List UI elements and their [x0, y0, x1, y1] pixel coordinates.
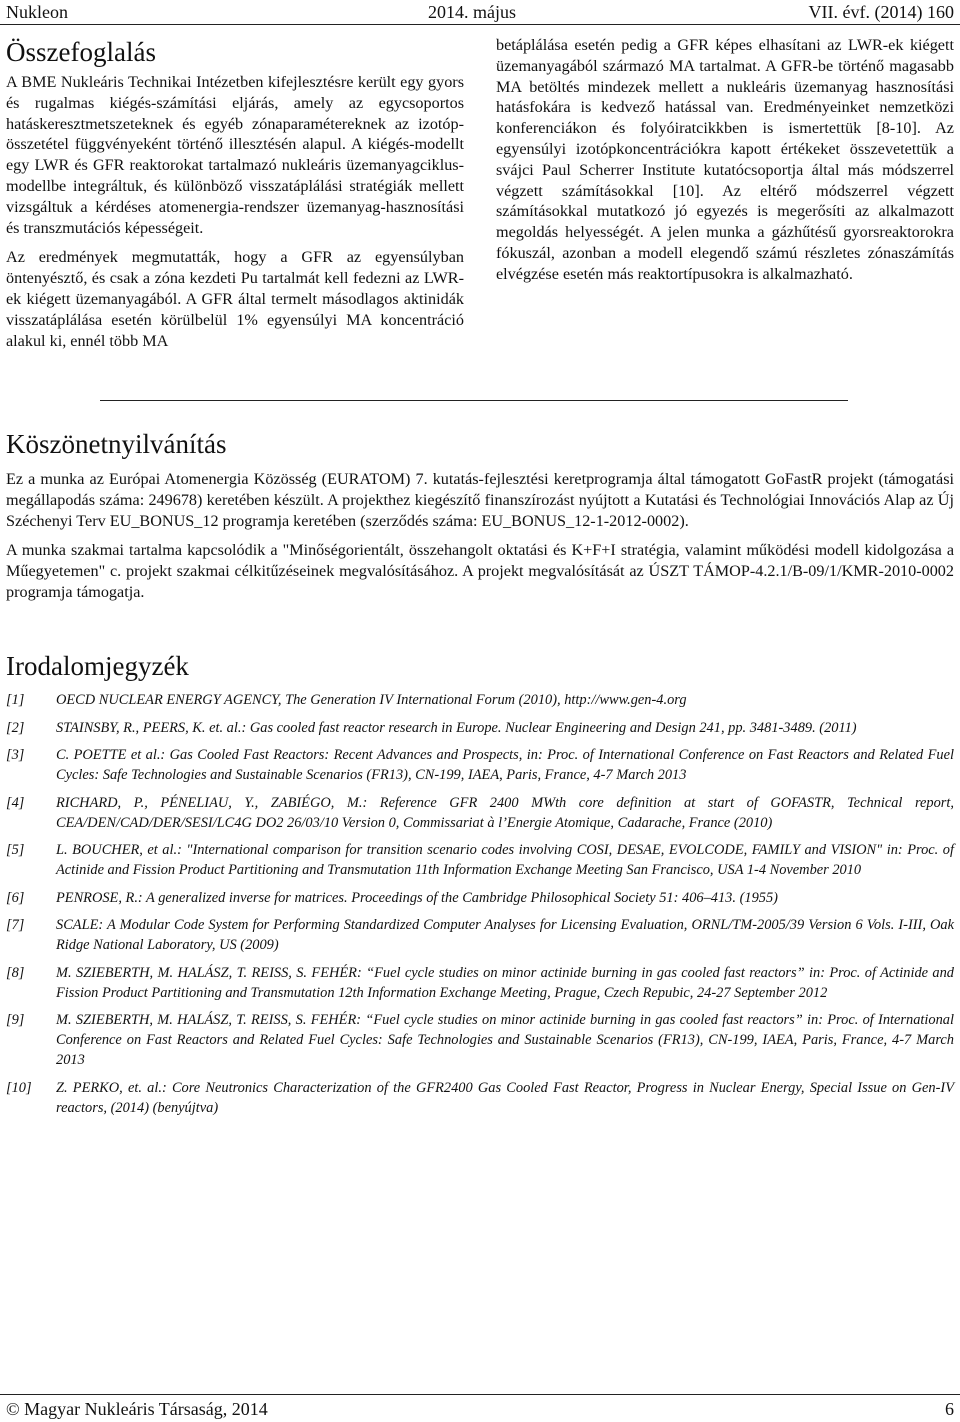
section-separator — [100, 400, 848, 401]
summary-left-column — [6, 72, 464, 351]
journal-name: Nukleon — [6, 2, 68, 22]
summary-paragraph-1: A BME Nukleáris Technikai Intézetben kifejlesztésre került egy gyors és rugalmas kiégés-számítási eljárás, amely az egycsoportos hatáskeresztmetszeteknek és egyéb zónaparamétereknek az izotóp-összetétel függvényeként történő illesztésén alapul. A kiégés-modellt egy LWR és GFR reaktorokat tartalmazó nukleáris üzemanyagciklus-modellbe integráltuk, és különböző visszatáplálási stratégiák mellett vizsgáltuk a kérdéses atomenergia-rendszer üzemanyag-hasznosítási és transzmutációs képességeit. — [6, 73, 464, 237]
reference-number: [7] — [6, 917, 25, 933]
footer-rule — [0, 1394, 960, 1395]
reference-item — [6, 793, 954, 833]
page-number: 6 — [945, 1399, 954, 1419]
ack-body — [6, 469, 954, 603]
issue-date: 2014. május — [428, 2, 516, 22]
reference-number: [6] — [6, 889, 25, 906]
summary-paragraph-2: Az eredmények megmutatták, hogy a GFR az egyensúlyban öntenyésztő, és csak a zóna kezdeti Pu tartalmát kell fedezni az LWR-ek kiégett üzemanyagából. A GFR által termelt másodlagos aktinidák visszatáplálása esetén körülbelül 1% egyensúlyi MA koncentráció alakul ki, ennél több MA — [6, 248, 464, 350]
reference-item — [6, 1078, 954, 1118]
copyright-text: © Magyar Nukleáris Társaság, 2014 — [6, 1399, 268, 1419]
reference-number: [5] — [6, 842, 25, 858]
reference-text: SCALE: A Modular Code System for Performing Standardized Computer Analyses for Licensing Evaluation, ORNL/TM-2005/39 Version 6 Vols. I-III, Oak Ridge National Laboratory, US (2009) — [56, 917, 954, 953]
ack-paragraph-2: A munka szakmai tartalma kapcsolódik a "Minőségorientált, összehangolt oktatási és K+F+I stratégia, valamint működési modell kidolgozása a Műegyetemen" c. projekt szakmai célkitűzéseinek megvalósításához. A projekt megvalósítását az ÚSZT TÁMOP-4.2.1/B-09/1/KMR-2010-0002 programja támogatja. — [6, 541, 954, 601]
reference-number: [4] — [6, 794, 25, 811]
reference-item — [6, 745, 954, 785]
reference-text: OECD NUCLEAR ENERGY AGENCY, The Generation IV International Forum (2010), http://www.gen-4.org — [56, 692, 687, 708]
reference-number: [10] — [6, 1079, 32, 1096]
reference-text: RICHARD, P., PÉNELIAU, Y., ZABIÉGO, M.: Reference GFR 2400 MWth core definition at start of GOFASTR, Technical report, CEA/DEN/CAD/DER/SESI/LC4G DO2 26/03/10 Version 0, Commissariat à l’Energie Atomique, Cadarache, France (2010) — [56, 794, 954, 831]
page-footer — [0, 1396, 960, 1420]
reference-number: [1] — [6, 692, 25, 708]
reference-item — [6, 888, 954, 908]
reference-text: L. BOUCHER, et al.: "International comparison for transition scenario codes involving COSI, DESAE, EVOLCODE, FAMILY and VISION" in: Proc. of Actinide and Fission Product Partitioning and Transmutation 11th Information Exchange Meeting San Francisco, USA 1-4 November 2010 — [56, 842, 954, 878]
volume-info: VII. évf. (2014) 160 — [808, 2, 954, 22]
reference-number: [2] — [6, 719, 25, 736]
refs-title: Irodalomjegyzék — [6, 651, 189, 681]
reference-number: [9] — [6, 1012, 25, 1028]
reference-text: C. POETTE et al.: Gas Cooled Fast Reactors: Recent Advances and Prospects, in: Proc. of International Conference on Fast Reactors and Related Fuel Cycles: Safe Technologies and Sustainable Scenarios (FR13), CN-199, IAEA, Paris, France, 4-7 March 2013 — [56, 747, 954, 783]
reference-text: M. SZIEBERTH, M. HALÁSZ, T. REISS, S. FEHÉR: “Fuel cycle studies on minor actinide burning in gas cooled fast reactors” in: Proc. of International Conference on Fast Reactors and Related Fuel Cycles: Safe Technologies and Sustainable Scenarios (FR13), CN-199, IAEA, Paris, France, 4-7 March 2013 — [56, 1012, 954, 1068]
reference-item — [6, 915, 954, 955]
reference-item — [6, 963, 954, 1003]
header-rule — [0, 24, 960, 25]
summary-right-column — [496, 35, 954, 285]
reference-text: STAINSBY, R., PEERS, K. et. al.: Gas cooled fast reactor research in Europe. Nuclear Engineering and Design 241, pp. 3481-3489. (2011) — [56, 719, 857, 736]
reference-item — [6, 1010, 954, 1070]
reference-text: PENROSE, R.: A generalized inverse for matrices. Proceedings of the Cambridge Philosophical Society 51: 406–413. (1955) — [56, 889, 778, 906]
reference-item — [6, 718, 954, 738]
reference-item — [6, 840, 954, 880]
reference-number: [3] — [6, 747, 25, 763]
summary-paragraph-3: betáplálása esetén pedig a GFR képes elhasítani az LWR-ek kiégett üzemanyagából származó MA tartalmat. A GFR-be történő magasabb MA betöltés mindezek mellett a nukleáris üzemanyag hasznosítási hatásfokára is kedvező hatással van. Eredményeinket nemzetközi konferenciákon és folyóiratcikkben is ismertettük [8-10]. Az egyensúlyi izotópkoncentrációkra kapott értékeket összevetettük a svájci Paul Scherrer Institute kutatócsoportja által más módszerrel végzett számításokkal [10]. Az eltérő módszerrel végzett számításokkal mutatkozó jó egyezés is megerősíti az alkalmazott megoldás helyességét. A jelen munka a gázhűtésű gyorsreaktorokra fókuszál, azonban a modell elegendő számú részletes zónaszámítás elvégzése esetén más reaktortípusokra is alkalmazható. — [496, 36, 954, 283]
reference-item — [6, 690, 954, 710]
ack-paragraph-1: Ez a munka az Európai Atomenergia Közösség (EURATOM) 7. kutatás-fejlesztési keretprogramja által támogatott GoFastR projekt (támogatási megállapodás száma: 249678) keretében készült. A projekthez kiegészítő finanszírozást nyújtott a Kutatási és Technológiai Innovációs Alap az Új Széchenyi Terv EU_BONUS_12 programja keretében (szerződés száma: EU_BONUS_12-1-2012-0002). — [6, 470, 954, 530]
reference-list — [6, 690, 954, 1125]
ack-title: Köszönetnyilvánítás — [6, 429, 227, 459]
reference-text: Z. PERKO, et. al.: Core Neutronics Characterization of the GFR2400 Gas Cooled Fast Reactor, Progress in Nuclear Energy, Special Issue on Gen-IV reactors, (2014) (benyújtva) — [56, 1079, 954, 1116]
reference-text: M. SZIEBERTH, M. HALÁSZ, T. REISS, S. FEHÉR: “Fuel cycle studies on minor actinide burning in gas cooled fast reactors” in: Proc. of Actinide and Fission Product Partitioning and Transmutation 12th Information Exchange Meeting, Prague, Czech Repubic, 24-27 September 2012 — [56, 964, 954, 1001]
summary-title: Összefoglalás — [6, 37, 156, 67]
reference-number: [8] — [6, 964, 25, 981]
page-header — [0, 0, 960, 24]
